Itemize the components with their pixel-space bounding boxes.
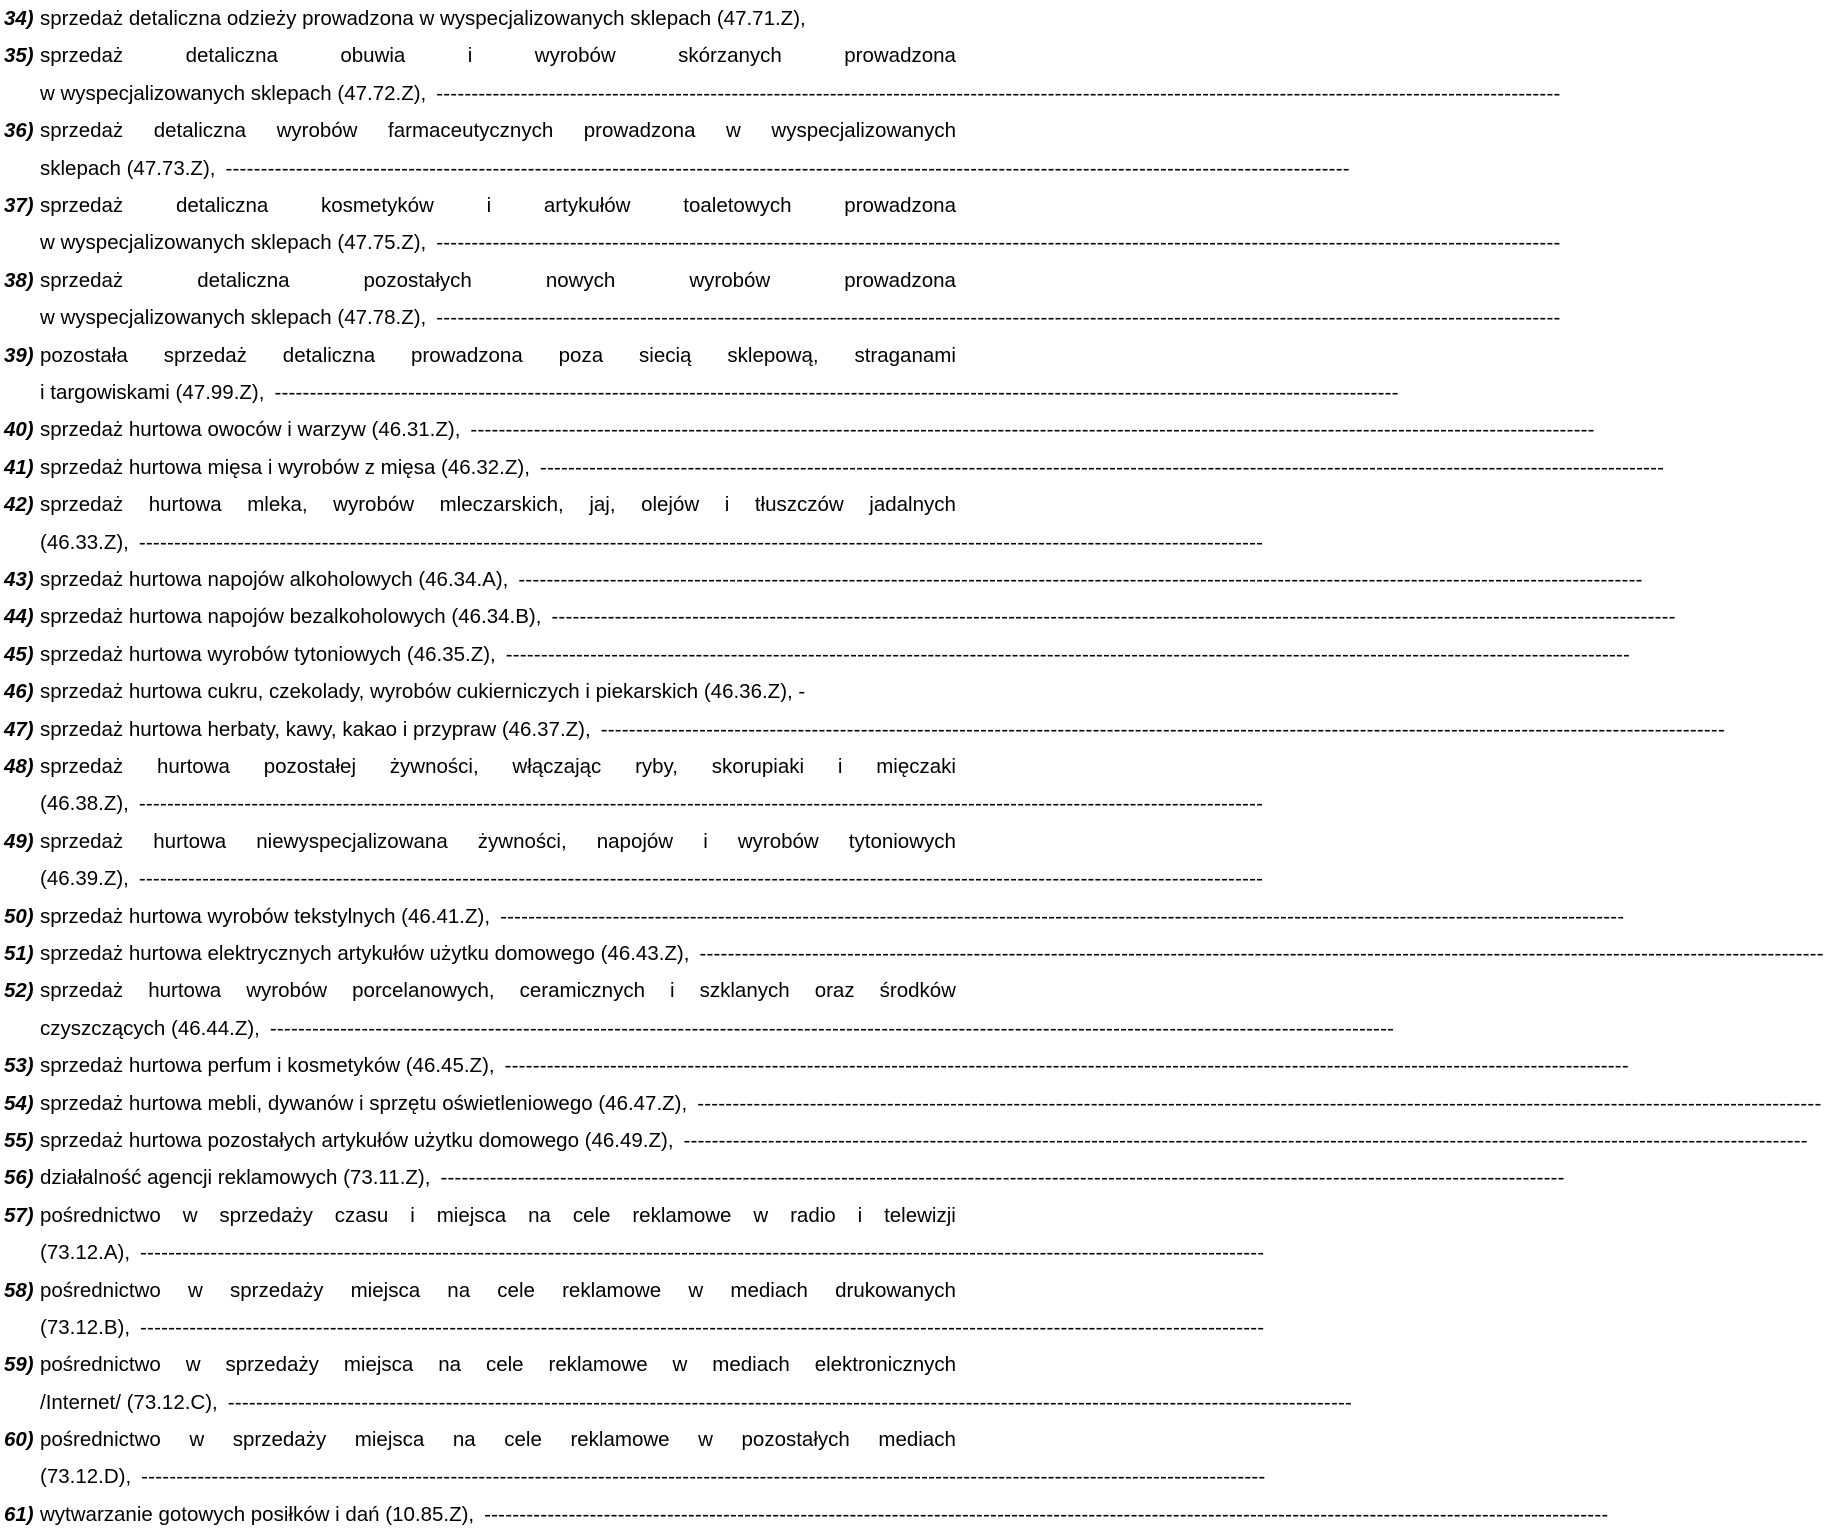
- line-text: (46.38.Z),: [40, 792, 129, 816]
- dash-leader: ----------------------------------------------------------------------------------------------------------------------------------------------------------------: [697, 1091, 1822, 1115]
- list-item: [4, 711, 1725, 748]
- text-line: [40, 598, 1676, 635]
- item-text: [40, 1496, 1609, 1533]
- text-line: [40, 935, 1824, 972]
- item-number: 60): [4, 1428, 34, 1452]
- dash-leader: ----------------------------------------------------------------------------------------------------------------------------------------------------------------: [518, 567, 1643, 591]
- item-number: 36): [4, 119, 34, 143]
- dash-leader: ----------------------------------------------------------------------------------------------------------------------------------------------------------------: [440, 1166, 1565, 1190]
- item-number: 59): [4, 1353, 34, 1377]
- line-text: sprzedaż hurtowa mebli, dywanów i sprzętu oświetleniowego (46.47.Z),: [40, 1091, 688, 1115]
- text-line: [40, 860, 1264, 897]
- line-text: sprzedaż detaliczna pozostałych nowych wyrobów prowadzona: [40, 268, 956, 292]
- line-text: sprzedaż hurtowa herbaty, kawy, kakao i przypraw (46.37.Z),: [40, 717, 591, 741]
- item-text: [40, 411, 1595, 448]
- list-item: [4, 1272, 1265, 1347]
- line-text: sprzedaż hurtowa mięsa i wyrobów z mięsa (46.32.Z),: [40, 455, 530, 479]
- item-number: 57): [4, 1203, 34, 1227]
- item-text: [40, 1085, 1822, 1122]
- text-line: [40, 486, 956, 523]
- item-number: 58): [4, 1278, 34, 1302]
- item-number: 38): [4, 268, 34, 292]
- list-item: [4, 112, 1350, 187]
- text-line: [40, 187, 956, 224]
- text-line: [40, 337, 956, 374]
- dash-leader: ----------------------------------------------------------------------------------------------------------------------------------------------------------------: [140, 1315, 1265, 1339]
- item-text: [40, 37, 1561, 112]
- list-item: [4, 1122, 1808, 1159]
- line-text: sprzedaż hurtowa perfum i kosmetyków (46.45.Z),: [40, 1054, 495, 1078]
- line-text: (73.12.B),: [40, 1315, 131, 1339]
- dash-leader: ----------------------------------------------------------------------------------------------------------------------------------------------------------------: [699, 941, 1824, 965]
- line-text: w wyspecjalizowanych sklepach (47.75.Z),: [40, 231, 427, 255]
- item-text: [40, 449, 1665, 486]
- item-text: [40, 711, 1725, 748]
- item-text: [40, 636, 1631, 673]
- dash-leader: ----------------------------------------------------------------------------------------------------------------------------------------------------------------: [500, 904, 1625, 928]
- item-text: [40, 1346, 1353, 1421]
- line-text: sprzedaż hurtowa pozostałych artykułów użytku domowego (46.49.Z),: [40, 1128, 674, 1152]
- text-line: [40, 823, 956, 860]
- line-text: pośrednictwo w sprzedaży czasu i miejsca na cele reklamowe w radio i telewizji: [40, 1203, 956, 1227]
- text-line: [40, 411, 1595, 448]
- list-item: [4, 1496, 1609, 1533]
- item-number: 54): [4, 1091, 34, 1115]
- dash-leader: ----------------------------------------------------------------------------------------------------------------------------------------------------------------: [138, 867, 1264, 891]
- list-item: [4, 972, 1395, 1047]
- item-number: 45): [4, 642, 34, 666]
- item-text: [40, 112, 1350, 187]
- text-line: [40, 262, 956, 299]
- line-text: pośrednictwo w sprzedaży miejsca na cele reklamowe w mediach drukowanych: [40, 1278, 956, 1302]
- line-text: i targowiskami (47.99.Z),: [40, 380, 265, 404]
- list-item: [4, 1346, 1353, 1421]
- text-line: [40, 1309, 1265, 1346]
- line-text: działalność agencji reklamowych (73.11.Z),: [40, 1166, 431, 1190]
- list-item: [4, 187, 1561, 262]
- item-number: 50): [4, 904, 34, 928]
- item-number: 52): [4, 979, 34, 1003]
- list-item: [4, 0, 956, 37]
- list-item: [4, 1421, 1266, 1496]
- text-line: [40, 37, 956, 74]
- line-text: wytwarzanie gotowych posiłków i dań (10.85.Z),: [40, 1502, 475, 1526]
- line-text: (73.12.D),: [40, 1465, 132, 1489]
- dash-leader: ----------------------------------------------------------------------------------------------------------------------------------------------------------------: [600, 717, 1725, 741]
- line-text: czyszczących (46.44.Z),: [40, 1016, 260, 1040]
- text-line: [40, 112, 956, 149]
- item-text: [40, 486, 1264, 561]
- text-line: [40, 1346, 956, 1383]
- item-number: 61): [4, 1502, 34, 1526]
- text-line: [40, 1085, 1822, 1122]
- list-item: [4, 1085, 1822, 1122]
- line-text: sprzedaż detaliczna obuwia i wyrobów skórzanych prowadzona: [40, 44, 956, 68]
- item-text: [40, 1159, 1565, 1196]
- item-text: [40, 823, 1264, 898]
- line-text: (46.33.Z),: [40, 530, 129, 554]
- dash-leader: ----------------------------------------------------------------------------------------------------------------------------------------------------------------: [504, 1054, 1629, 1078]
- list-item: [4, 823, 1264, 898]
- item-number: 43): [4, 567, 34, 591]
- list-item: [4, 449, 1665, 486]
- text-line: [40, 524, 1264, 561]
- line-text: (73.12.A),: [40, 1241, 131, 1265]
- list-item: [4, 598, 1676, 635]
- text-line: [40, 1234, 1265, 1271]
- text-line: [40, 1159, 1565, 1196]
- item-text: [40, 561, 1643, 598]
- text-line: [40, 1197, 956, 1234]
- item-text: [40, 1047, 1629, 1084]
- text-line: [40, 374, 1399, 411]
- line-text: sprzedaż hurtowa wyrobów tytoniowych (46.35.Z),: [40, 642, 496, 666]
- line-text: sprzedaż hurtowa cukru, czekolady, wyrobów cukierniczych i piekarskich (46.36.Z), -: [40, 680, 806, 704]
- document-page: [4, 0, 1824, 1533]
- item-text: [40, 898, 1625, 935]
- text-line: [40, 1458, 1266, 1495]
- text-line: [40, 1122, 1808, 1159]
- text-line: [40, 1272, 956, 1309]
- item-number: 53): [4, 1054, 34, 1078]
- list-item: [4, 636, 1631, 673]
- item-number: 51): [4, 941, 34, 965]
- dash-leader: ----------------------------------------------------------------------------------------------------------------------------------------------------------------: [484, 1502, 1609, 1526]
- item-number: 49): [4, 829, 34, 853]
- item-text: [40, 0, 956, 37]
- list-item: [4, 1047, 1629, 1084]
- item-number: 37): [4, 193, 34, 217]
- item-number: 35): [4, 44, 34, 68]
- dash-leader: ----------------------------------------------------------------------------------------------------------------------------------------------------------------: [436, 231, 1561, 255]
- text-line: [40, 1496, 1609, 1533]
- item-number: 34): [4, 7, 34, 30]
- item-number: 39): [4, 343, 34, 367]
- text-line: [40, 785, 1264, 822]
- dash-leader: ----------------------------------------------------------------------------------------------------------------------------------------------------------------: [436, 306, 1561, 330]
- item-number: 44): [4, 605, 34, 629]
- item-text: [40, 187, 1561, 262]
- item-text: [40, 1197, 1265, 1272]
- text-line: [40, 898, 1625, 935]
- line-text: sprzedaż detaliczna odzieży prowadzona w wyspecjalizowanych sklepach (47.71.Z),: [40, 7, 806, 30]
- text-line: [40, 673, 956, 710]
- item-text: [40, 748, 1264, 823]
- line-text: w wyspecjalizowanych sklepach (47.72.Z),: [40, 81, 427, 105]
- list-item: [4, 262, 1561, 337]
- text-line: [40, 1384, 1353, 1421]
- item-number: 47): [4, 717, 34, 741]
- dash-leader: ----------------------------------------------------------------------------------------------------------------------------------------------------------------: [551, 605, 1676, 629]
- line-text: sprzedaż detaliczna kosmetyków i artykułów toaletowych prowadzona: [40, 193, 956, 217]
- text-line: [40, 224, 1561, 261]
- item-text: [40, 262, 1561, 337]
- dash-leader: ----------------------------------------------------------------------------------------------------------------------------------------------------------------: [138, 792, 1264, 816]
- item-text: [40, 1272, 1265, 1347]
- list-item: [4, 486, 1264, 561]
- item-text: [40, 598, 1676, 635]
- dash-leader: ----------------------------------------------------------------------------------------------------------------------------------------------------------------: [227, 1390, 1353, 1414]
- line-text: sprzedaż hurtowa mleka, wyrobów mleczarskich, jaj, olejów i tłuszczów jadalnych: [40, 493, 956, 517]
- dash-leader: ----------------------------------------------------------------------------------------------------------------------------------------------------------------: [140, 1241, 1265, 1265]
- item-text: [40, 673, 956, 710]
- text-line: [40, 561, 1643, 598]
- list-item: [4, 748, 1264, 823]
- dash-leader: ----------------------------------------------------------------------------------------------------------------------------------------------------------------: [138, 530, 1264, 554]
- dash-leader: ----------------------------------------------------------------------------------------------------------------------------------------------------------------: [683, 1128, 1808, 1152]
- dash-leader: ----------------------------------------------------------------------------------------------------------------------------------------------------------------: [505, 642, 1631, 666]
- list-item: [4, 37, 1561, 112]
- item-number: 55): [4, 1128, 34, 1152]
- list-item: [4, 935, 1824, 972]
- text-line: [40, 449, 1665, 486]
- line-text: sprzedaż detaliczna wyrobów farmaceutycznych prowadzona w wyspecjalizowanych: [40, 119, 956, 143]
- dash-leader: ----------------------------------------------------------------------------------------------------------------------------------------------------------------: [274, 380, 1399, 404]
- list-item: [4, 337, 1399, 412]
- dash-leader: ----------------------------------------------------------------------------------------------------------------------------------------------------------------: [141, 1465, 1266, 1489]
- text-line: [40, 711, 1725, 748]
- list-item: [4, 1197, 1265, 1272]
- line-text: sprzedaż hurtowa pozostałej żywności, włączając ryby, skorupiaki i mięczaki: [40, 754, 956, 778]
- line-text: pośrednictwo w sprzedaży miejsca na cele reklamowe w pozostałych mediach: [40, 1428, 956, 1452]
- line-text: sprzedaż hurtowa wyrobów tekstylnych (46.41.Z),: [40, 904, 491, 928]
- line-text: sprzedaż hurtowa elektrycznych artykułów użytku domowego (46.43.Z),: [40, 941, 690, 965]
- item-number: 46): [4, 680, 34, 704]
- list-item: [4, 898, 1625, 935]
- line-text: (46.39.Z),: [40, 867, 129, 891]
- line-text: sprzedaż hurtowa wyrobów porcelanowych, ceramicznych i szklanych oraz środków: [40, 979, 956, 1003]
- item-text: [40, 972, 1395, 1047]
- list-item: [4, 561, 1643, 598]
- item-number: 56): [4, 1166, 34, 1190]
- line-text: sklepach (47.73.Z),: [40, 156, 216, 180]
- line-text: sprzedaż hurtowa napojów bezalkoholowych (46.34.B),: [40, 605, 542, 629]
- list-item: [4, 673, 956, 710]
- item-text: [40, 1421, 1266, 1496]
- item-number: 48): [4, 754, 34, 778]
- text-line: [40, 75, 1561, 112]
- line-text: sprzedaż hurtowa napojów alkoholowych (46.34.A),: [40, 567, 509, 591]
- list-item: [4, 1159, 1565, 1196]
- item-number: 40): [4, 418, 34, 442]
- dash-leader: ----------------------------------------------------------------------------------------------------------------------------------------------------------------: [269, 1016, 1395, 1040]
- dash-leader: ----------------------------------------------------------------------------------------------------------------------------------------------------------------: [225, 156, 1350, 180]
- text-line: [40, 1421, 956, 1458]
- list-item: [4, 411, 1595, 448]
- line-text: sprzedaż hurtowa owoców i warzyw (46.31.Z),: [40, 418, 461, 442]
- item-text: [40, 337, 1399, 412]
- item-number: 41): [4, 455, 34, 479]
- text-line: [40, 1010, 1395, 1047]
- dash-leader: ----------------------------------------------------------------------------------------------------------------------------------------------------------------: [539, 455, 1665, 479]
- text-line: [40, 748, 956, 785]
- item-text: [40, 1122, 1808, 1159]
- text-line: [40, 1047, 1629, 1084]
- item-number: 42): [4, 493, 34, 517]
- line-text: /Internet/ (73.12.C),: [40, 1390, 218, 1414]
- text-line: [40, 636, 1631, 673]
- line-text: sprzedaż hurtowa niewyspecjalizowana żywności, napojów i wyrobów tytoniowych: [40, 829, 956, 853]
- dash-leader: ----------------------------------------------------------------------------------------------------------------------------------------------------------------: [470, 418, 1595, 442]
- text-line: [40, 0, 956, 37]
- line-text: w wyspecjalizowanych sklepach (47.78.Z),: [40, 306, 427, 330]
- text-line: [40, 972, 956, 1009]
- line-text: pozostała sprzedaż detaliczna prowadzona poza siecią sklepową, straganami: [40, 343, 956, 367]
- dash-leader: ----------------------------------------------------------------------------------------------------------------------------------------------------------------: [436, 81, 1561, 105]
- item-text: [40, 935, 1824, 972]
- text-line: [40, 299, 1561, 336]
- text-line: [40, 150, 1350, 187]
- line-text: pośrednictwo w sprzedaży miejsca na cele reklamowe w mediach elektronicznych: [40, 1353, 956, 1377]
